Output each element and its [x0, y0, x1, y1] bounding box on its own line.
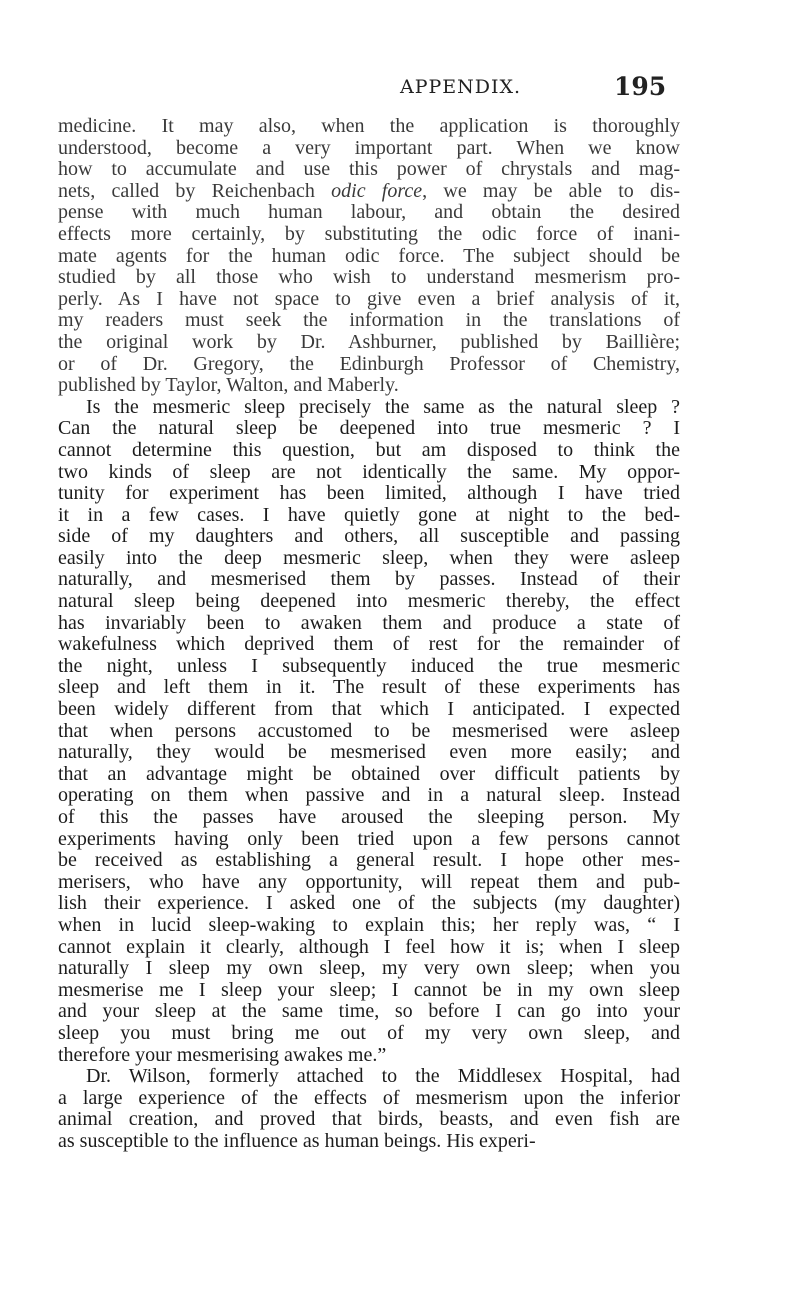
- text-line: understood, become a very important part. When we know: [58, 136, 680, 159]
- text-line: merisers, who have any opportunity, will repeat them and pub-: [58, 870, 680, 893]
- text-line: naturally I sleep my own sleep, my very own sleep; when you: [58, 957, 680, 980]
- text-line: Can the natural sleep be deepened into true mesmeric ? I: [58, 417, 680, 440]
- text-line: mate agents for the human odic force. The subject should be: [58, 244, 680, 267]
- text-line: has invariably been to awaken them and produce a state of: [58, 611, 680, 634]
- text-line: and your sleep at the same time, so before I can go into your: [58, 1000, 680, 1023]
- text-line: therefore your mesmerising awakes me.”: [58, 1043, 387, 1066]
- text-line: my readers must seek the information in the translations of: [58, 309, 680, 332]
- text-line: studied by all those who wish to understand mesmerism pro-: [58, 266, 680, 289]
- text-line: pense with much human labour, and obtain the desired: [58, 201, 680, 224]
- text-line: tunity for experiment has been limited, although I have tried: [58, 482, 680, 505]
- running-head: APPENDIX.: [400, 76, 522, 98]
- text-line: a large experience of the effects of mesmerism upon the inferior: [58, 1086, 680, 1109]
- text-line: mesmerise me I sleep your sleep; I cannot be in my own sleep: [58, 978, 680, 1001]
- text-line: sleep and left them in it. The result of these experiments has: [58, 676, 680, 699]
- text-line: medicine. It may also, when the application is thoroughly: [58, 115, 680, 137]
- text-line: wakefulness which deprived them of rest for the remainder of: [58, 633, 680, 656]
- text-line: as susceptible to the influence as human beings. His experi-: [58, 1129, 536, 1152]
- text-line: cannot explain it clearly, although I feel how it is; when I sleep: [58, 935, 680, 958]
- text-line: when in lucid sleep-waking to explain this; her reply was, “ I: [58, 913, 680, 936]
- text-line: animal creation, and proved that birds, beasts, and even fish are: [58, 1108, 680, 1131]
- text-line: Is the mesmeric sleep precisely the same as the natural sleep ?: [86, 395, 680, 418]
- body-text: [58, 116, 680, 1153]
- text-line: Dr. Wilson, formerly attached to the Middlesex Hospital, had: [86, 1065, 680, 1088]
- text-line: easily into the deep mesmeric sleep, when they were asleep: [58, 546, 680, 569]
- text-line: it in a few cases. I have quietly gone at night to the bed-: [58, 503, 680, 526]
- text-line: of this the passes have aroused the sleeping person. My: [58, 806, 680, 828]
- text-line: side of my daughters and others, all susceptible and passing: [58, 525, 680, 548]
- text-line: how to accumulate and use this power of chrystals and mag-: [58, 158, 680, 181]
- text-line: effects more certainly, by substituting the odic force of inani-: [58, 222, 680, 245]
- text-line: perly. As I have not space to give even a brief analysis of it,: [58, 287, 680, 310]
- text-line: experiments having only been tried upon a few persons cannot: [58, 827, 680, 850]
- text-line: be received as establishing a general result. I hope other mes-: [58, 849, 680, 872]
- text-line: sleep you must bring me out of my very own sleep, and: [58, 1021, 680, 1044]
- text-line: been widely different from that which I anticipated. I expected: [58, 698, 680, 721]
- text-line: the night, unless I subsequently induced the true mesmeric: [58, 654, 680, 677]
- text-line: naturally, and mesmerised them by passes. Instead of their: [58, 568, 680, 591]
- text-line: that when persons accustomed to be mesmerised were asleep: [58, 719, 680, 742]
- page-number: 195: [614, 72, 667, 101]
- page-header: [0, 72, 800, 102]
- text-line: operating on them when passive and in a natural sleep. Instead: [58, 784, 680, 807]
- text-line: published by Taylor, Walton, and Maberly.: [58, 374, 399, 397]
- text-line: nets, called by Reichenbach odic force, we may be able to dis-: [58, 179, 680, 202]
- text-line: lish their experience. I asked one of the subjects (my daughter): [58, 892, 680, 915]
- paragraph-2: [58, 397, 680, 1066]
- paragraph-3: [58, 1066, 680, 1152]
- text-line: two kinds of sleep are not identically the same. My oppor-: [58, 460, 680, 483]
- text-line: natural sleep being deepened into mesmeric thereby, the effect: [58, 590, 680, 613]
- text-line: or of Dr. Gregory, the Edinburgh Professor of Chemistry,: [58, 352, 680, 375]
- paragraph-1: [58, 116, 680, 397]
- text-line: naturally, they would be mesmerised even more easily; and: [58, 741, 680, 764]
- text-line: the original work by Dr. Ashburner, published by Baillière;: [58, 330, 680, 353]
- text-line: cannot determine this question, but am disposed to think the: [58, 438, 680, 461]
- text-line: that an advantage might be obtained over difficult patients by: [58, 762, 680, 785]
